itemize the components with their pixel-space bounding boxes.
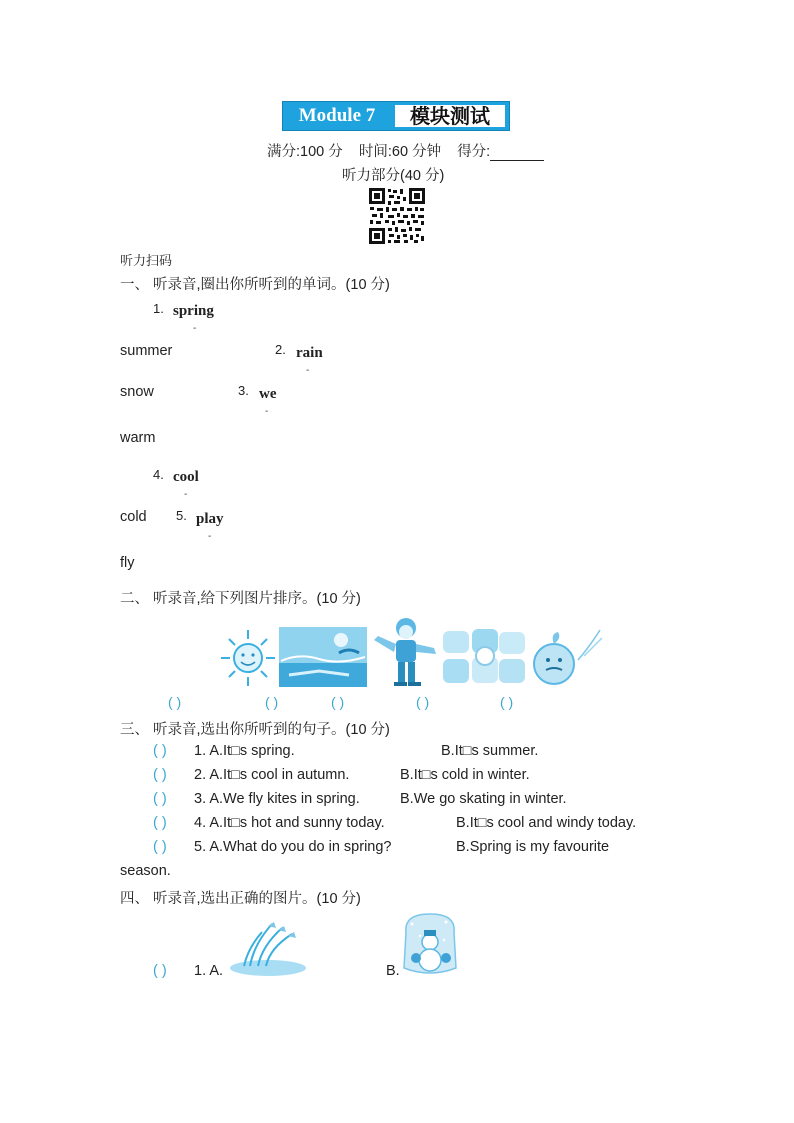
s3-option-b-4: B.It□s cool and windy today. <box>456 815 637 831</box>
s3-paren-3[interactable]: ( ) <box>153 791 167 807</box>
s1-item1-word[interactable]: spring <box>173 303 214 319</box>
s4-option-b-label: B. <box>386 963 400 979</box>
seasons-collage-picture-icon <box>441 627 527 687</box>
s1-item4-num: 4. <box>153 467 164 482</box>
s3-paren-5[interactable]: ( ) <box>153 839 167 855</box>
section2-heading: 二、 听录音,给下列图片排序。(10 分) <box>120 591 361 607</box>
score-label: 得分: <box>457 144 491 160</box>
orange-character-picture-icon <box>528 626 604 688</box>
s1-item4-dash: - <box>184 489 188 500</box>
section4-heading: 四、 听录音,选出正确的图片。(10 分) <box>120 891 361 907</box>
s1-item1-dash: - <box>193 323 197 334</box>
s3-option-b-5-wrap: season. <box>120 863 171 879</box>
snowman-picture-icon[interactable] <box>400 912 460 978</box>
skating-boy-picture-icon <box>370 616 440 688</box>
scan-label: 听力扫码 <box>120 253 173 268</box>
s1-item2-dash: - <box>306 365 310 376</box>
s1-item2-alt[interactable]: snow <box>120 384 154 400</box>
s3-option-a-3: 3. A.We fly kites in spring. <box>194 791 360 807</box>
sun-picture-icon <box>220 627 276 687</box>
s3-option-a-1: 1. A.It□s spring. <box>194 743 295 759</box>
s3-option-b-5: B.Spring is my favourite <box>456 839 610 855</box>
s1-item1-alt[interactable]: summer <box>120 343 173 359</box>
section1-heading: 一、 听录音,圈出你所听到的单词。(10 分) <box>120 277 390 293</box>
s1-item4-word[interactable]: cool <box>173 469 199 485</box>
s1-item2-word[interactable]: rain <box>296 345 323 361</box>
s3-option-a-4: 4. A.It□s hot and sunny today. <box>194 815 385 831</box>
time-limit: 时间:60 分钟 <box>358 144 442 160</box>
score-blank[interactable] <box>490 146 544 161</box>
s1-item5-num: 5. <box>176 508 187 523</box>
s2-bracket-4[interactable]: ( ) <box>416 694 430 710</box>
s1-item3-word[interactable]: we <box>259 386 277 402</box>
s1-item4-alt[interactable]: cold <box>120 509 147 525</box>
s3-paren-1[interactable]: ( ) <box>153 743 167 759</box>
s3-option-a-5: 5. A.What do you do in spring? <box>194 839 392 855</box>
title-test: 模块测试 <box>395 105 505 127</box>
s2-bracket-1[interactable]: ( ) <box>168 694 182 710</box>
section3-heading: 三、 听录音,选出你所听到的句子。(10 分) <box>120 722 390 738</box>
summer-beach-picture-icon <box>279 627 367 687</box>
s3-paren-4[interactable]: ( ) <box>153 815 167 831</box>
qr-code-icon[interactable] <box>369 188 425 244</box>
s1-item2-num: 2. <box>275 342 286 357</box>
s3-option-a-2: 2. A.It□s cool in autumn. <box>194 767 350 783</box>
s3-option-b-3: B.We go skating in winter. <box>400 791 567 807</box>
s4-paren-1[interactable]: ( ) <box>153 963 167 979</box>
s1-item3-num: 3. <box>238 383 249 398</box>
s1-item5-alt[interactable]: fly <box>120 555 135 571</box>
title-banner <box>282 101 510 131</box>
s3-paren-2[interactable]: ( ) <box>153 767 167 783</box>
s1-item3-dash: - <box>265 406 269 417</box>
listening-part-label: 听力部分(40 分) <box>342 168 445 184</box>
s2-bracket-3[interactable]: ( ) <box>331 694 345 710</box>
full-score: 满分:100 分 <box>267 144 343 160</box>
windy-grass-picture-icon[interactable] <box>228 914 306 978</box>
score-time-line <box>267 140 544 161</box>
s1-item1-num: 1. <box>153 301 164 316</box>
s2-bracket-5[interactable]: ( ) <box>500 694 514 710</box>
s1-item5-dash: - <box>208 531 212 542</box>
s3-option-b-2: B.It□s cold in winter. <box>400 767 530 783</box>
s4-option-a-label: 1. A. <box>194 963 224 979</box>
s2-bracket-2[interactable]: ( ) <box>265 694 279 710</box>
title-module: Module 7 <box>298 105 376 126</box>
s1-item3-alt[interactable]: warm <box>120 430 156 446</box>
s3-option-b-1: B.It□s summer. <box>441 743 539 759</box>
s1-item5-word[interactable]: play <box>196 511 224 527</box>
